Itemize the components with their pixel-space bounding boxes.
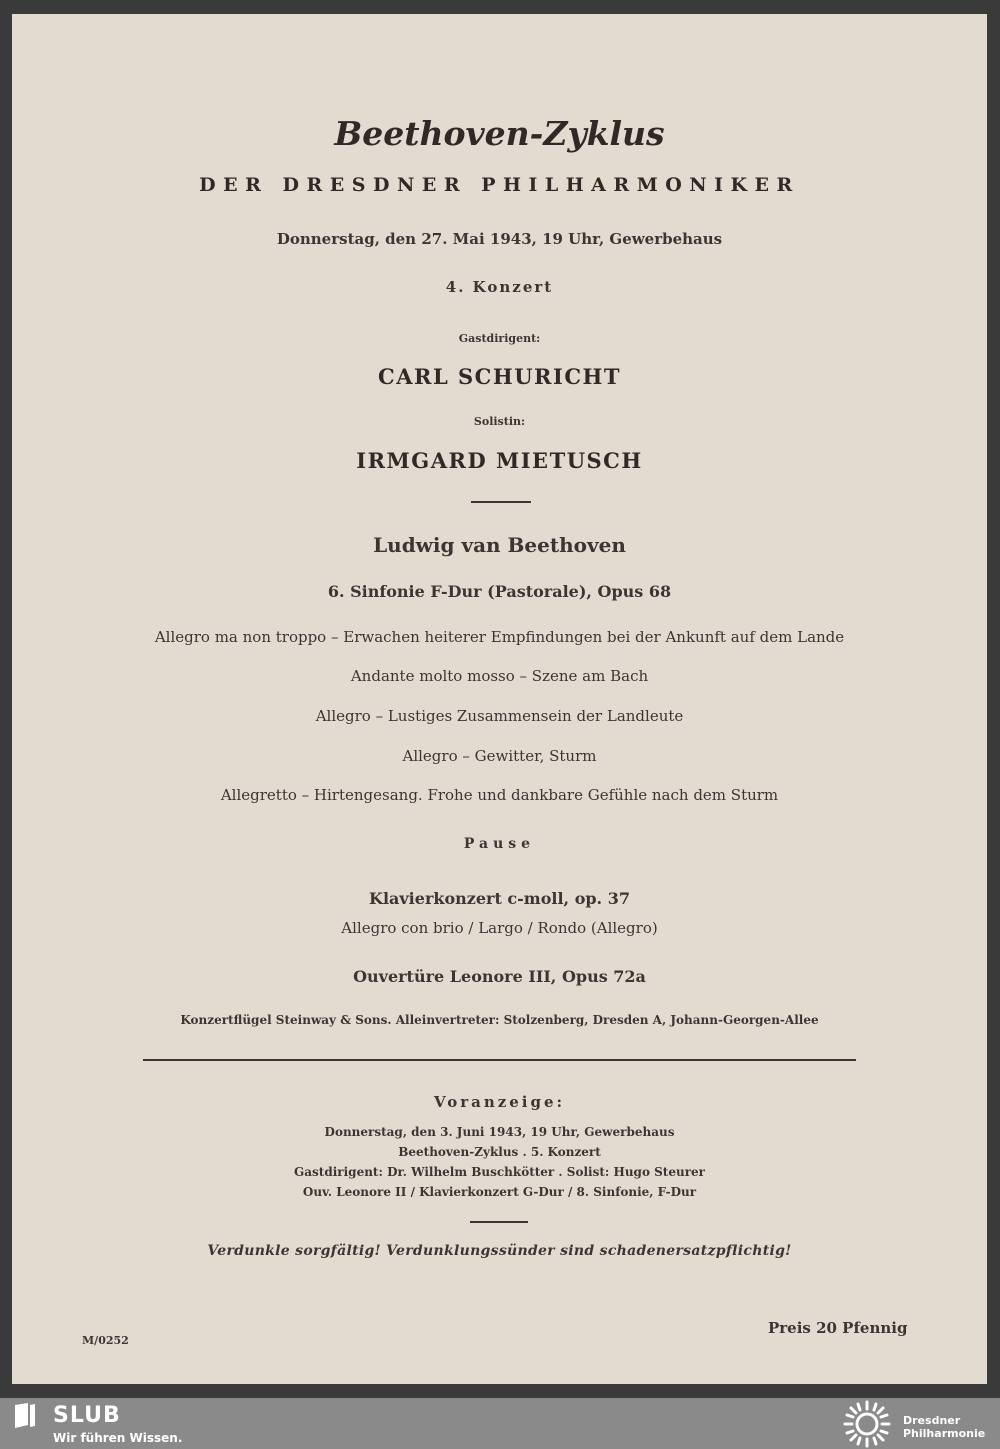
movement-4: Allegro – Gewitter, Sturm: [402, 747, 597, 765]
philharmonie-name: [903, 1414, 985, 1440]
price-label: Preis 20 Pfennig: [768, 1319, 908, 1337]
slub-tagline: Wir führen Wissen.: [53, 1431, 183, 1445]
work-concerto-title: Klavierkonzert c-moll, op. 37: [369, 889, 630, 908]
divider-long: [143, 1059, 856, 1061]
conductor-label: Gastdirigent:: [458, 332, 541, 345]
philharmonie-name-line2: Philharmonie: [903, 1427, 986, 1440]
concert-number: 4. Konzert: [445, 278, 554, 296]
composer-name: Ludwig van Beethoven: [373, 533, 626, 557]
movement-2: Andante molto mosso – Szene am Bach: [350, 667, 649, 685]
program-sheet: [12, 14, 987, 1384]
work-overture-title: Ouvertüre Leonore III, Opus 72a: [353, 967, 646, 986]
soloist-name: IRMGARD MIETUSCH: [356, 448, 643, 473]
pause-label: Pause: [463, 836, 536, 852]
preview-title: Voranzeige:: [433, 1093, 566, 1111]
work-concerto-movements: Allegro con brio / Largo / Rondo (Allegro): [341, 919, 658, 937]
program-title: Beethoven-Zyklus: [334, 114, 665, 153]
preview-line: Gastdirigent: Dr. Wilhelm Buschkötter . Solist: Hugo Steurer: [294, 1165, 705, 1179]
work-symphony-title: 6. Sinfonie F-Dur (Pastorale), Opus 68: [327, 582, 672, 601]
philharmonie-sunburst-icon[interactable]: [842, 1399, 892, 1449]
concert-date: Donnerstag, den 27. Mai 1943, 19 Uhr, Gewerbehaus: [276, 230, 723, 248]
philharmonie-name-line1: Dresdner: [903, 1414, 961, 1427]
movement-1: Allegro ma non troppo – Erwachen heiterer Empfindungen bei der Ankunft auf dem Lande: [154, 628, 845, 646]
movement-3: Allegro – Lustiges Zusammensein der Landleute: [315, 707, 684, 725]
divider-short: [471, 501, 531, 503]
preview-line: Donnerstag, den 3. Juni 1943, 19 Uhr, Gewerbehaus: [324, 1125, 675, 1139]
slub-book-icon[interactable]: [14, 1402, 36, 1429]
conductor-name: CARL SCHURICHT: [377, 364, 622, 389]
piano-note: Konzertflügel Steinway & Sons. Alleinvertreter: Stolzenberg, Dresden A, Johann-Georgen-Allee: [180, 1013, 819, 1027]
footer-bar: [0, 1398, 1000, 1449]
preview-line: Ouv. Leonore II / Klavierkonzert G-Dur / 8. Sinfonie, F-Dur: [302, 1185, 697, 1199]
slub-name[interactable]: SLUB: [53, 1403, 121, 1428]
movement-5: Allegretto – Hirtengesang. Frohe und dankbare Gefühle nach dem Sturm: [220, 786, 779, 804]
preview-line: Beethoven-Zyklus . 5. Konzert: [398, 1145, 601, 1159]
blackout-warning: Verdunkle sorgfältig! Verdunklungssünder sind schadenersatzpflichtig!: [207, 1243, 792, 1259]
catalog-code: M/0252: [82, 1334, 129, 1347]
divider-short: [470, 1221, 528, 1223]
soloist-label: Solistin:: [473, 415, 526, 428]
organization-name: DER DRESDNER PHILHARMONIKER: [199, 174, 800, 196]
